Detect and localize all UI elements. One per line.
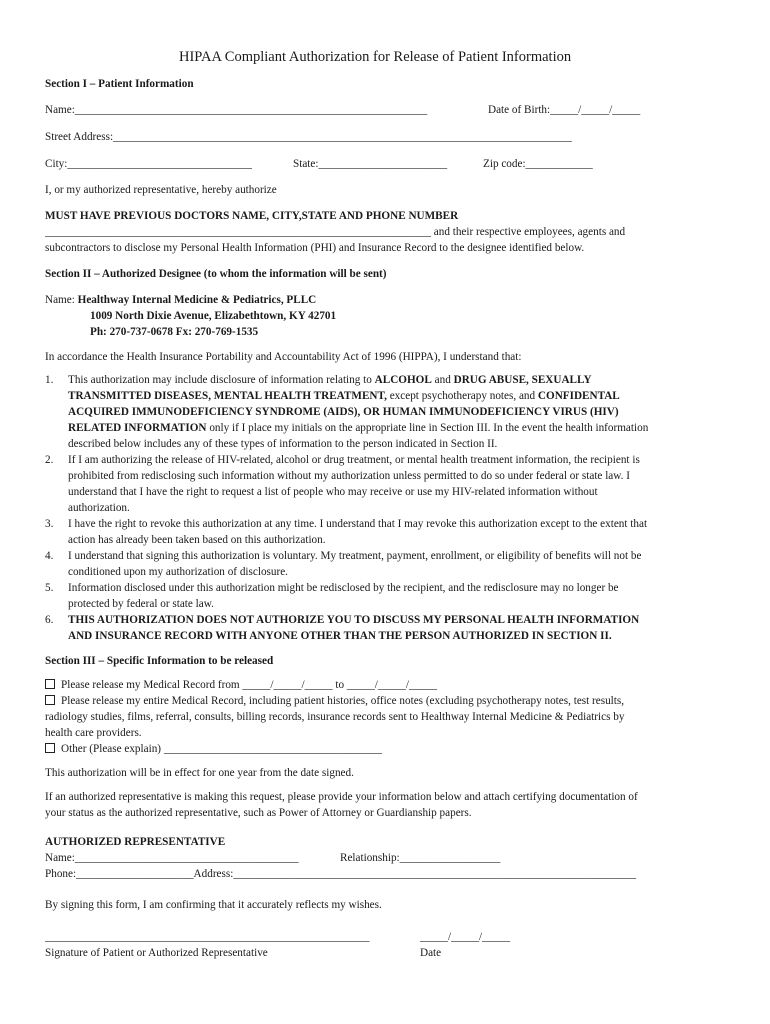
other-explain-field[interactable]: Other (Please explain) _______________________________________ xyxy=(61,743,382,755)
patient-name-field[interactable]: Name:_______________________________________________________________ xyxy=(45,104,428,116)
designee-address: 1009 North Dixie Avenue, Elizabethtown, KY 42701 xyxy=(90,310,337,322)
item-1-line xyxy=(68,421,648,435)
item-1-text: This authorization may include disclosure of information relating to xyxy=(68,374,375,386)
item-1-except: except psychotherapy notes, and xyxy=(386,390,538,402)
release-entire-text: health care providers. xyxy=(45,727,142,739)
item-6-line: AND INSURANCE RECORD WITH ANYONE OTHER THAN THE PERSON AUTHORIZED IN SECTION II. xyxy=(68,630,612,642)
release-entire-text: radiology studies, films, referral, consults, billing records, insurance records sent to Healthway Internal Medicine & Pediatrics by xyxy=(45,711,625,723)
previous-doctor-field[interactable]: _____________________________________________________________________ and their respective employees, agents and xyxy=(45,226,626,238)
item-4-line: conditioned upon my authorization of disclosure. xyxy=(68,566,288,578)
previous-doctor-instruction: MUST HAVE PREVIOUS DOCTORS NAME, CITY,STATE AND PHONE NUMBER xyxy=(45,210,459,222)
release-entire-label: Please release my entire Medical Record, including patient histories, office notes (excluding psychotherapy notes, test results, xyxy=(61,695,625,707)
item-4-line: I understand that signing this authorization is voluntary. My treatment, payment, enrollment, or eligibility of benefits will not be xyxy=(68,550,642,562)
item-5-line: protected by federal or state law. xyxy=(68,598,214,610)
section-2-heading: Section II – Authorized Designee (to whom the information will be sent) xyxy=(45,268,387,280)
disclosure-text: subcontractors to disclose my Personal Health Information (PHI) and Insurance Record to the designee identified below. xyxy=(45,242,585,254)
item-1-and: and xyxy=(431,374,454,386)
item-number: 3. xyxy=(45,518,54,530)
item-3-line: action has already been taken based on this authorization. xyxy=(68,534,326,546)
release-range-label: Please release my Medical Record from _____/_____/_____ to _____/_____/_____ xyxy=(61,679,437,691)
street-address-field[interactable]: Street Address:__________________________________________________________________________________ xyxy=(45,131,572,143)
state-field[interactable]: State:_______________________ xyxy=(293,158,448,170)
representative-phone-address-field[interactable]: Phone:_____________________Address:________________________________________________________________________ xyxy=(45,868,637,880)
signature-label: Signature of Patient or Authorized Representative xyxy=(45,947,268,959)
section-3-heading: Section III – Specific Information to be released xyxy=(45,655,274,667)
item-1-confidental: CONFIDENTAL xyxy=(537,390,620,402)
item-2-line: understand that I have the right to request a list of people who may receive or use my HIV-related information without xyxy=(68,486,598,498)
zip-code-field[interactable]: Zip code:____________ xyxy=(483,158,593,170)
representative-instructions: your status as the authorized representative, such as Power of Attorney or Guardianship papers. xyxy=(45,807,472,819)
other-option xyxy=(45,742,382,756)
item-2-line: prohibited from redisclosing such information without my authorization unless permitted to do so under federal or state law. I xyxy=(68,470,630,482)
date-label: Date xyxy=(420,947,442,959)
representative-heading: AUTHORIZED REPRESENTATIVE xyxy=(45,836,226,848)
item-number: 6. xyxy=(45,614,54,626)
item-1-related: RELATED INFORMATION xyxy=(68,422,207,434)
item-1-line: ACQUIRED IMMUNODEFICIENCY SYNDROME (AIDS), OR HUMAN IMMUNODEFICIENCY VIRUS (HIV) xyxy=(68,406,619,418)
authorize-text: I, or my authorized representative, hereby authorize xyxy=(45,184,277,196)
designee-name-label: Name: xyxy=(45,294,78,306)
item-1-line xyxy=(68,373,592,387)
item-number: 1. xyxy=(45,374,54,386)
item-2-line: authorization. xyxy=(68,502,130,514)
release-entire-option xyxy=(45,694,624,708)
item-1-alcohol: ALCOHOL xyxy=(374,374,432,386)
release-range-option xyxy=(45,678,437,692)
other-checkbox[interactable] xyxy=(45,743,55,753)
item-6-line: THIS AUTHORIZATION DOES NOT AUTHORIZE YOU TO DISCUSS MY PERSONAL HEALTH INFORMATION xyxy=(68,614,640,626)
item-1-drug-abuse: DRUG ABUSE, SEXUALLY xyxy=(453,374,592,386)
item-1-line: described below includes any of these types of information to the person indicated in Section II. xyxy=(68,438,498,450)
signature-line[interactable]: __________________________________________________________ xyxy=(45,931,370,943)
item-1-diseases: TRANSMITTED DISEASES, MENTAL HEALTH TREATMENT, xyxy=(68,390,387,402)
designee-name-value: Healthway Internal Medicine & Pediatrics, PLLC xyxy=(77,294,317,306)
item-number: 4. xyxy=(45,550,54,562)
item-2-line: If I am authorizing the release of HIV-related, alcohol or drug treatment, or mental health treatment information, the recipient is xyxy=(68,454,640,466)
effect-text: This authorization will be in effect for one year from the date signed. xyxy=(45,767,354,779)
representative-name-field[interactable]: Name:________________________________________ xyxy=(45,852,299,864)
item-5-line: Information disclosed under this authorization might be redisclosed by the recipient, and the redisclosure may no longer be xyxy=(68,582,619,594)
relationship-field[interactable]: Relationship:__________________ xyxy=(340,852,501,864)
page-title: HIPAA Compliant Authorization for Release of Patient Information xyxy=(179,49,572,65)
item-1-initials: only if I place my initials on the appropriate line in Section III. In the event the health information xyxy=(206,422,649,434)
release-entire-checkbox[interactable] xyxy=(45,695,55,705)
date-line[interactable]: _____/_____/_____ xyxy=(420,931,511,943)
date-of-birth-field[interactable]: Date of Birth:_____/_____/_____ xyxy=(488,104,641,116)
item-3-line: I have the right to revoke this authorization at any time. I understand that I may revoke this authorization except to the extent that xyxy=(68,518,648,530)
hipaa-intro: In accordance the Health Insurance Portability and Accountability Act of 1996 (HIPPA), I understand that: xyxy=(45,351,522,363)
section-1-heading: Section I – Patient Information xyxy=(45,78,194,90)
designee-phone-fax: Ph: 270-737-0678 Fx: 270-769-1535 xyxy=(90,326,259,338)
representative-instructions: If an authorized representative is making this request, please provide your information below and attach certifying documentation of xyxy=(45,791,638,803)
item-1-line xyxy=(68,389,620,403)
item-number: 2. xyxy=(45,454,54,466)
release-range-checkbox[interactable] xyxy=(45,679,55,689)
confirmation-text: By signing this form, I am confirming that it accurately reflects my wishes. xyxy=(45,899,382,911)
designee-name xyxy=(45,293,316,307)
city-field[interactable]: City:_________________________________ xyxy=(45,158,252,170)
item-number: 5. xyxy=(45,582,54,594)
